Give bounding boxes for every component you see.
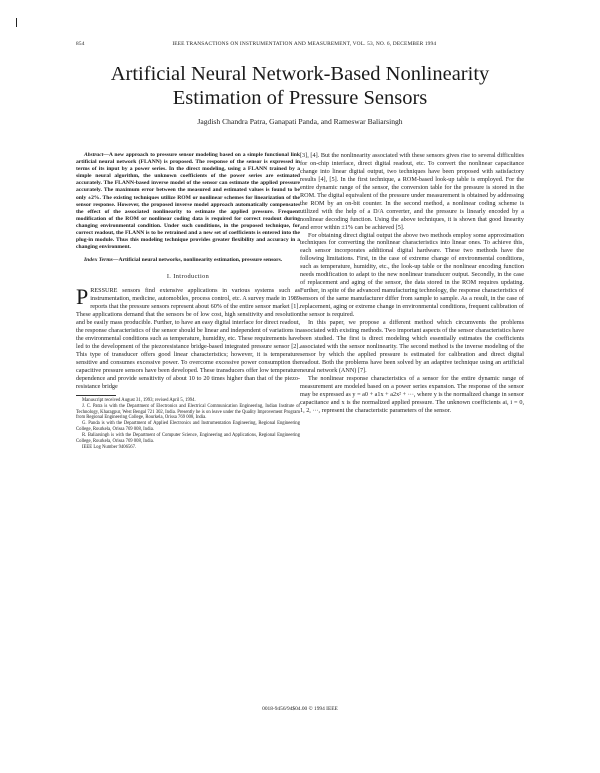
intro-text: RESSURE sensors find extensive applications in various systems such as instrumentation, medicine, automobiles, process control, etc. A survey made in 1989 reports that the pressure sensors represent about 60% of the entire sensor market [1]. These applications demand that the sensors be of low cost, high sensitivity and resolution and be easily mass producible. Further, to have an easy digital interface for direct readout, the response characteristics of the sensor should be linear and independent of variations in the environmental conditions such as temperature, humidity, etc. These requirements have led to the development of the piezoresistance bridge-based integrated pressure sensor [2]. This type of transducer offers good linear characteristics; however, it is temperature sensitive and consumes excessive power. To overcome excessive power consumption the capacitive pressure sensors have been developed. These transducers offer low temperature dependence and provide sensitivity of about 10 to 20 times higher than that of the piezo-resistance bridge bbox=[76, 287, 300, 390]
intro-paragraph bbox=[76, 284, 300, 390]
abstract-text: A new approach to pressure sensor modeling based on a simple functional link artificial neural network (FLANN) is proposed. The response of the sensor is expressed in terms of its input by a power series. In the direct modeling, using a FLANN trained by a simple neural algorithm, the unknown coefficients of the power series are estimated accurately. The FLANN-based inverse model of the sensor can estimate the applied pressure accurately. The maximum error between the measured and estimated values is found to be only ±2%. The existing techniques utilize ROM or nonlinear schemes for linearization of the sensor response. However, the proposed inverse model approach automatically compensates the effect of the associated nonlinearity to estimate the applied pressure. Frequent modification of the ROM or nonlinear coding data is required for correct readout during changing environmental condition. Under such conditions, in the proposed technique, for correct readout, the FLANN is to be retrained and a new set of coefficients is entered into the plug-in module. Thus this modeling technique provides greater flexibility and accuracy in a changing environment. bbox=[76, 152, 300, 251]
index-terms-label: Index Terms— bbox=[84, 257, 119, 264]
title-line-1: Artificial Neural Network-Based Nonlinearity bbox=[110, 63, 490, 85]
footnote-received: Manuscript received August 31, 1993; revised April 5, 1994. bbox=[82, 397, 196, 403]
body-paragraph-2: For obtaining direct digital output the above two methods employ some approximation techniques for converting the nonlinear characteristics into linear ones. To achieve this, each sensor incorporates additional digital hardware. These two methods have the following limitations. First, in the case of extreme change of environmental conditions, such as temperature, humidity, etc., the look-up table or the nonlinear encoding function needs modification to adapt to the new nonlinear transducer output. Secondly, in the case of replacement and aging of the sensor, the data stored in the ROM requires updating. Further, in spite of the advanced manufacturing technology, the response characteristics of sensors of the same manufacturer differ from sample to sample. As a result, in the case of replacement, aging or extreme change in environmental conditions, frequent calibration of the sensor is required. bbox=[300, 231, 524, 319]
page-number: 854 bbox=[76, 41, 85, 47]
abstract-label: Abstract— bbox=[84, 152, 109, 158]
drop-cap: P bbox=[76, 284, 89, 310]
right-column bbox=[300, 152, 524, 414]
running-header bbox=[76, 41, 524, 47]
abstract bbox=[76, 152, 300, 251]
footnotes bbox=[76, 398, 300, 451]
footnote-rule bbox=[76, 395, 116, 396]
crop-mark bbox=[16, 18, 17, 27]
body-paragraph-4: The nonlinear response characteristics of a sensor for the entire dynamic range of measurement are modeled based on a power series expansion. The response of the sensor may be expressed as y = a0 + a1x + a2x² + ···, where y is the normalized change in sensor capacitance and x is the normalized applied pressure. The unknown coefficients ai, i = 0, 1, 2, ···, represent the characteristic parameters of the sensor. bbox=[300, 374, 524, 414]
title-block bbox=[0, 62, 600, 126]
left-column bbox=[76, 152, 300, 451]
index-terms bbox=[76, 257, 300, 264]
title-line-2: Estimation of Pressure Sensors bbox=[172, 87, 428, 109]
footnote-author-3: R. Baliarsingh is with the Department of Computer Science, Engineering and Applications, Regional Engineering College, Rourkela, Orissa 769 008, India. bbox=[76, 433, 300, 445]
footnote-author-2: G. Panda is with the Department of Applied Electronics and Instrumentation Engineering, Regional Engineering College, Rourkela, Orissa 769 008, India. bbox=[76, 421, 300, 433]
footnote-log-number: IEEE Log Number 9406567. bbox=[82, 445, 137, 450]
authors: Jagdish Chandra Patra, Ganapati Panda, and Rameswar Baliarsingh bbox=[197, 117, 403, 126]
paper-title bbox=[0, 62, 600, 110]
journal-header: IEEE TRANSACTIONS ON INSTRUMENTATION AND MEASUREMENT, VOL. 53, NO. 6, DECEMBER 1994 bbox=[172, 41, 437, 47]
index-terms-text: Artificial neural networks, nonlinearity estimation, pressure sensors. bbox=[118, 257, 283, 264]
body-paragraph-1: [3], [4]. But the nonlinearity associated with these sensors gives rise to several difficulties for on-chip interface, direct digital readout, etc. To convert the nonlinear capacitance change into linear digital output, two techniques have been proposed with satisfactory results [4], [5]. In the first technique, a ROM-based look-up table is employed. For the entire dynamic range of the sensor, the conversion table for the pressure is stored in the ROM. The digital equivalent of the pressure under measurement is obtained by addressing the ROM by an on-bit counter. In the second method, a nonlinear coding scheme is utilized with the help of a D/A converter, and the pressure is linearly encoded by a nonlinear decoding function. Using the above techniques, it is shown that good linearity and error within ±1% can be achieved [5]. bbox=[300, 152, 524, 231]
body-paragraph-3: In this paper, we propose a different method which circumvents the problems associated with existing methods. Two important aspects of the sensor characteristics have been studied. The first is direct modeling which essentially estimates the coefficients associated with the sensor nonlinearity. The second method is the inverse modeling of the sensor by which the applied pressure is estimated for calibration and direct digital readout. Both the problems have been solved by an adaptive technique using an artificial neural network (ANN) [7]. bbox=[300, 319, 524, 374]
footnote-author-1: J. C. Patra is with the Department of Electronics and Electrical Communication Engineering, Indian Institute of Technology, Kharagpur, West Bengal 721 302, India. Presently he is on leave under the Quality Improvement Program from Regional Engineering College, Rourkela, Orissa 769 008, India. bbox=[76, 403, 300, 421]
section-heading: I. Introduction bbox=[166, 273, 210, 281]
issn-copyright: 0018-9456/94$04.00 © 1994 IEEE bbox=[262, 706, 338, 712]
